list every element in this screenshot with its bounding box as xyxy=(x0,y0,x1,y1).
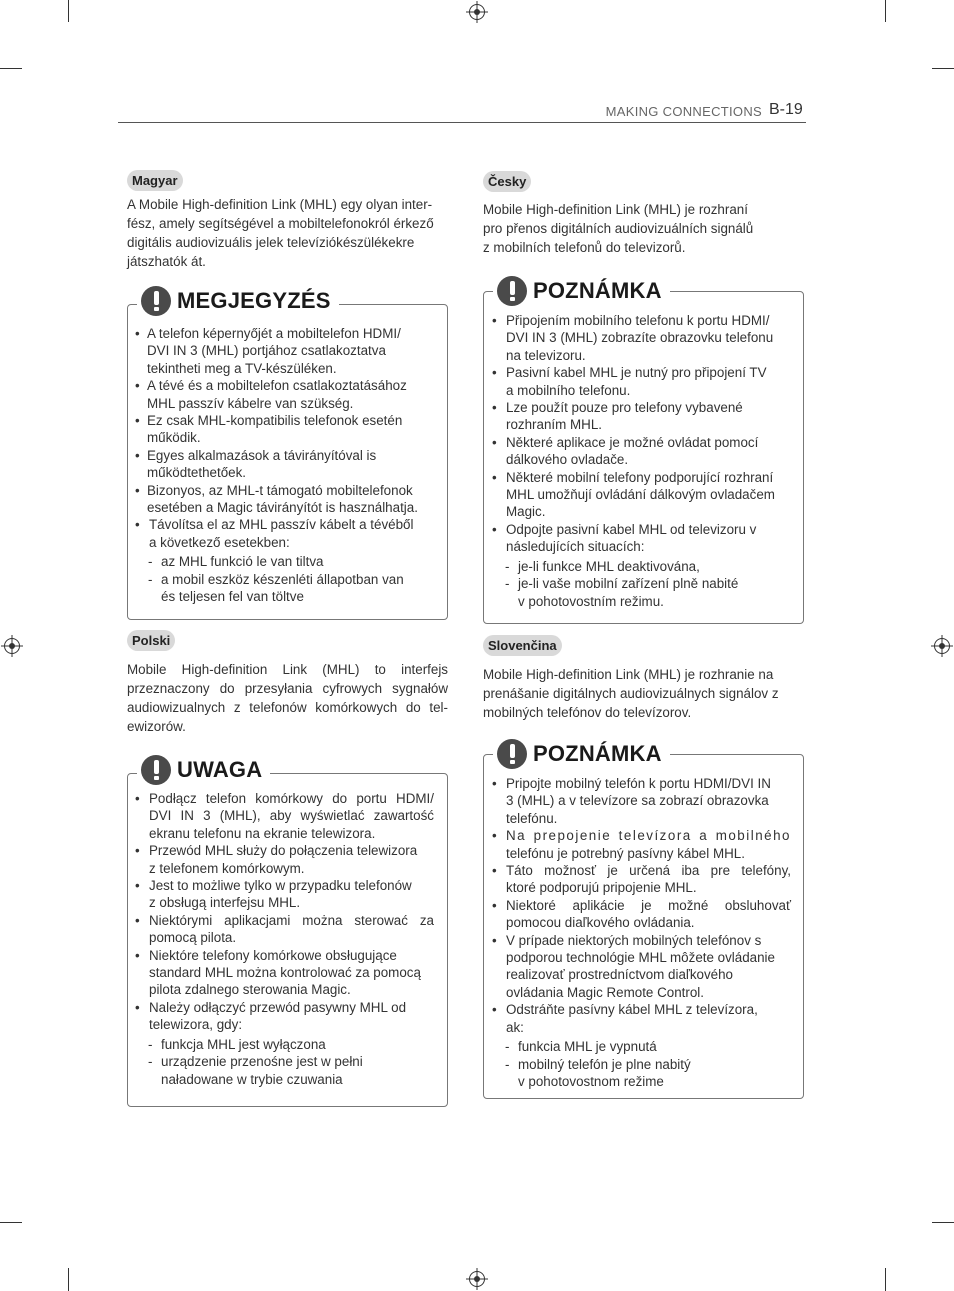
list-item: • Przewód MHL służy do połączenia telewizora z telefonem komórkowym. xyxy=(135,842,434,877)
text-line: játszhatók át. xyxy=(127,254,206,269)
text-line: z mobilních telefonů do televizorů. xyxy=(483,240,686,255)
list-item: • A telefon képernyőjét a mobiltelefon HDMI/ DVI IN 3 (MHL) portjához csatlakoztatva tekintheti meg a TV-készüléken. xyxy=(135,325,440,377)
language-tag-hungarian: Magyar xyxy=(127,170,183,191)
crop-mark xyxy=(885,1268,886,1291)
list-item: • Jest to możliwe tylko w przypadku telefonów z obsługą interfejsu MHL. xyxy=(135,877,434,912)
list-item: • Připojením mobilního telefonu k portu HDMI/ DVI IN 3 (MHL) zobrazíte obrazovku telefonu na televizoru. xyxy=(492,312,797,364)
list-item: • Należy odłączyć przewód pasywny MHL od telewizora, gdy: xyxy=(135,999,434,1034)
page-number: B-19 xyxy=(769,101,803,118)
list-item: • A tévé és a mobiltelefon csatlakoztatásához MHL passzív kábelre van szükség. xyxy=(135,377,440,412)
list-item: • Bizonyos, az MHL-t támogató mobiltelefonok esetében a Magic távirányítót is használhatja. xyxy=(135,482,440,517)
list-item: • Táto možnosť je určená iba pre telefóny, ktoré podporujú pripojenie MHL. xyxy=(492,862,791,897)
intro-paragraph-czech xyxy=(483,200,804,257)
text-line: Mobile High-definition Link (MHL) to interfejs xyxy=(127,662,448,677)
registration-mark-icon xyxy=(469,1271,485,1287)
intro-paragraph-slovak xyxy=(483,665,804,722)
sub-list-item: - mobilný telefón je plne nabitý v pohotovostnom režime xyxy=(492,1056,791,1091)
note-header xyxy=(493,735,670,773)
text-line: A Mobile High-definition Link (MHL) egy olyan inter- xyxy=(127,197,433,212)
text-line: audiowizualnych z telefonów komórkowych do tel- xyxy=(127,700,448,715)
note-header xyxy=(137,751,270,789)
list-item: • V prípade niektorých mobilných telefónov s podporou technológie MHL môžete ovládanie realizovať prostredníctvom diaľkového ovládania Magic Remote Control. xyxy=(492,932,791,1002)
note-list-hungarian xyxy=(135,325,440,606)
text-line: ewizorów. xyxy=(127,719,186,734)
text-line: pro přenos digitálních audiovizuálních signálů xyxy=(483,221,754,236)
intro-paragraph-polish xyxy=(127,660,448,736)
crop-mark xyxy=(0,1222,22,1223)
header-rule xyxy=(118,122,806,123)
exclamation-icon xyxy=(141,755,171,785)
text-line: fész, amely segítségével a mobiltelefonokról érkező xyxy=(127,216,434,231)
section-title: MAKING CONNECTIONS xyxy=(605,104,762,119)
note-header xyxy=(493,272,670,310)
sub-list-item: - funkcja MHL jest wyłączona xyxy=(135,1036,434,1053)
crop-mark xyxy=(932,68,954,69)
note-list-slovak xyxy=(492,775,791,1090)
list-item: • Na prepojenie televízora a mobilného telefónu je potrebný pasívny kábel MHL. xyxy=(492,827,791,862)
exclamation-icon xyxy=(141,286,171,316)
text-line: digitális audiovizuális jelek televíziókészülékekre xyxy=(127,235,415,250)
crop-mark xyxy=(932,1222,954,1223)
list-item: • Pripojte mobilný telefón k portu HDMI/DVI IN 3 (MHL) a v televízore sa zobrazí obrazovka telefónu. xyxy=(492,775,791,827)
language-tag-czech: Česky xyxy=(483,171,531,192)
text-line: Mobile High-definition Link (MHL) je rozhranie na xyxy=(483,667,774,682)
list-item: • Pasivní kabel MHL je nutný pro připojení TV a mobilního telefonu. xyxy=(492,364,797,399)
language-tag-polish: Polski xyxy=(127,630,175,651)
list-item: • Odpojte pasivní kabel MHL od televizoru v následujících situacích: xyxy=(492,521,797,556)
exclamation-icon xyxy=(497,276,527,306)
list-item: • Odstráňte pasívny kábel MHL z televízora, ak: xyxy=(492,1001,791,1036)
sub-list-item: - funkcia MHL je vypnutá xyxy=(492,1038,791,1055)
sub-list-item: - urządzenie przenośne jest w pełni naładowane w trybie czuwania xyxy=(135,1053,434,1088)
registration-mark-icon xyxy=(934,638,950,654)
text-line: Mobile High-definition Link (MHL) je rozhraní xyxy=(483,202,748,217)
note-list-czech xyxy=(492,312,797,610)
list-item: • Niektoré aplikácie je možné obsluhovať pomocou diaľkového ovládania. xyxy=(492,897,791,932)
text-line: przeznaczony do przesyłania cyfrowych sygnałów xyxy=(127,681,448,696)
crop-mark xyxy=(885,0,886,22)
list-item: • Távolítsa el az MHL passzív kábelt a tévéből a következő esetekben: xyxy=(135,516,440,551)
sub-list-item: - je-li vaše mobilní zařízení plně nabité v pohotovostním režimu. xyxy=(492,575,797,610)
registration-mark-icon xyxy=(469,4,485,20)
list-item: • Niektórymi aplikacjami można sterować za pomocą pilota. xyxy=(135,912,434,947)
crop-mark xyxy=(0,68,22,69)
crop-mark xyxy=(68,0,69,22)
list-item: • Lze použít pouze pro telefony vybavené rozhraním MHL. xyxy=(492,399,797,434)
exclamation-icon xyxy=(497,739,527,769)
crop-mark xyxy=(68,1268,69,1291)
list-item: • Egyes alkalmazások a távirányítóval is működtethetőek. xyxy=(135,447,440,482)
note-title: POZNÁMKA xyxy=(533,741,662,766)
registration-mark-icon xyxy=(4,638,20,654)
text-line: mobilných telefónov do televízorov. xyxy=(483,705,692,720)
sub-list-item: - a mobil eszköz készenléti állapotban van és teljesen fel van töltve xyxy=(135,571,440,606)
note-header xyxy=(137,282,339,320)
list-item: • Podłącz telefon komórkowy do portu HDMI/ DVI IN 3 (MHL), aby wyświetlać zawartość ekranu telefonu na ekranie telewizora. xyxy=(135,790,434,842)
language-tag-slovak: Slovenčina xyxy=(483,635,562,656)
note-title: MEGJEGYZÉS xyxy=(177,288,331,313)
list-item: • Niektóre telefony komórkowe obsługujące standard MHL można kontrolować za pomocą pilota zdalnego sterowania Magic. xyxy=(135,947,434,999)
sub-list-item: - az MHL funkció le van tiltva xyxy=(135,553,440,570)
intro-paragraph-hungarian xyxy=(127,195,448,271)
list-item: • Některé mobilní telefony podporující rozhraní MHL umožňují ovládání dálkovým ovladačem Magic. xyxy=(492,469,797,521)
text-line: prenášanie digitálnych audiovizuálnych signálov z xyxy=(483,686,779,701)
list-item: • Některé aplikace je možné ovládat pomocí dálkového ovladače. xyxy=(492,434,797,469)
list-item: • Ez csak MHL-kompatibilis telefonok esetén működik. xyxy=(135,412,440,447)
note-list-polish xyxy=(135,790,434,1088)
sub-list-item: - je-li funkce MHL deaktivována, xyxy=(492,558,797,575)
note-title: POZNÁMKA xyxy=(533,278,662,303)
note-title: UWAGA xyxy=(177,757,263,782)
